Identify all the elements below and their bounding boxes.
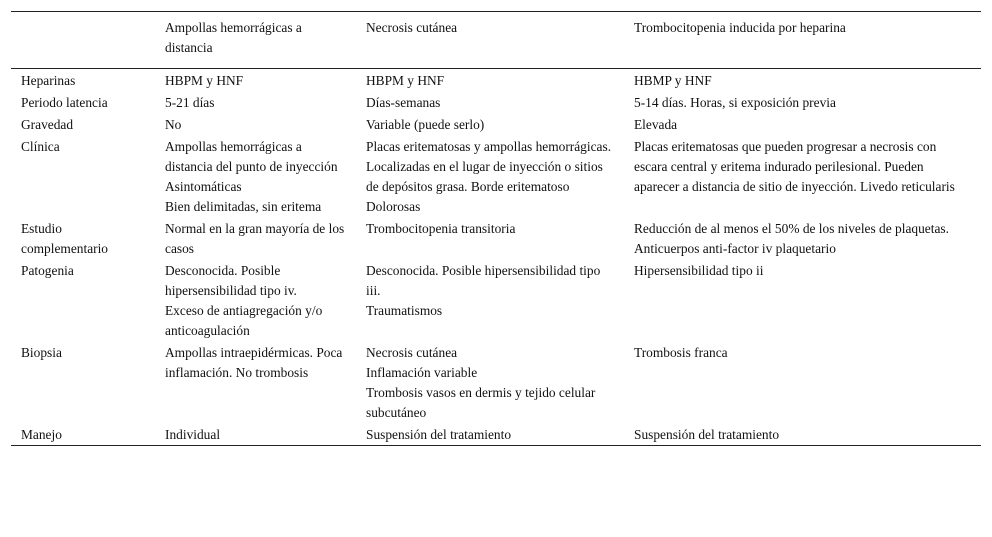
necrosis-cell: [356, 69, 624, 92]
row-label-cell: [11, 69, 155, 92]
cell-line: Anticuerpos anti-factor iv plaquetario: [634, 241, 836, 256]
comparison-table: [11, 11, 981, 446]
trombocitopenia-cell: [624, 69, 981, 92]
necrosis-cell: [356, 217, 624, 259]
cell-line: Asintomáticas: [165, 179, 242, 194]
cell-line: HBPM y HNF: [165, 73, 244, 88]
cell-line: Manejo: [21, 427, 62, 442]
cell-line: Exceso de antiagregación y/o anticoagulación: [165, 303, 323, 338]
cell-line: Desconocida. Posible hipersensibilidad tipo iv.: [165, 263, 297, 298]
cell-line: 5-21 días: [165, 95, 215, 110]
cell-line: Inflamación variable: [366, 365, 478, 380]
row-label-cell: [11, 113, 155, 135]
cell-line: Suspensión del tratamiento: [634, 427, 780, 442]
cell-line: Desconocida. Posible hipersensibilidad tipo iii.: [366, 263, 601, 298]
cell-line: Reducción de al menos el 50% de los niveles de plaquetas.: [634, 221, 949, 236]
cell-line: Hipersensibilidad tipo ii: [634, 263, 764, 278]
cell-line: Ampollas intraepidérmicas. Poca inflamación. No trombosis: [165, 345, 343, 380]
trombocitopenia-cell: [624, 113, 981, 135]
row-label-cell: [11, 217, 155, 259]
header-cell-ampollas: Ampollas hemorrágicas a distancia: [165, 20, 302, 55]
row-label-cell: [11, 423, 155, 446]
cell-line: Suspensión del tratamiento: [366, 427, 512, 442]
table-row: [11, 341, 981, 423]
table-row: [11, 259, 981, 341]
cell-line: Trombocitopenia transitoria: [366, 221, 516, 236]
cell-line: Variable (puede serlo): [366, 117, 485, 132]
cell-line: Normal en la gran mayoría de los casos: [165, 221, 345, 256]
table-row: [11, 423, 981, 446]
cell-line: No: [165, 117, 182, 132]
table-row: [11, 217, 981, 259]
cell-line: Bien delimitadas, sin eritema: [165, 199, 322, 214]
cell-line: HBMP y HNF: [634, 73, 712, 88]
cell-line: HBPM y HNF: [366, 73, 445, 88]
cell-line: Heparinas: [21, 73, 76, 88]
cell-line: Periodo latencia: [21, 95, 108, 110]
cell-line: Placas eritematosas y ampollas hemorrágicas. Localizadas en el lugar de inyección o sitios de depósitos grasa. Borde eritematoso: [366, 139, 612, 194]
necrosis-cell: [356, 135, 624, 217]
cell-line: Dolorosas: [366, 199, 421, 214]
table-row: [11, 91, 981, 113]
cell-line: Ampollas hemorrágicas a distancia del punto de inyección: [165, 139, 338, 174]
header-cell-empty: [11, 12, 155, 69]
header-cell-trombocitopenia: Trombocitopenia inducida por heparina: [634, 20, 846, 35]
cell-line: Trombosis vasos en dermis y tejido celular subcutáneo: [366, 385, 596, 420]
necrosis-cell: [356, 423, 624, 446]
cell-line: Placas eritematosas que pueden progresar a necrosis con escara central y eritema indurado perilesional. Pueden aparecer a distancia de sitio de inyección. Livedo reticularis: [634, 139, 955, 194]
trombocitopenia-cell: [624, 91, 981, 113]
cell-line: 5-14 días. Horas, si exposición previa: [634, 95, 836, 110]
cell-line: Patogenia: [21, 263, 74, 278]
row-label-cell: [11, 341, 155, 423]
cell-line: Traumatismos: [366, 303, 443, 318]
cell-line: Necrosis cutánea: [366, 345, 458, 360]
necrosis-cell: [356, 113, 624, 135]
cell-line: Estudio complementario: [21, 221, 109, 256]
cell-line: Gravedad: [21, 117, 74, 132]
cell-line: Clínica: [21, 139, 60, 154]
trombocitopenia-cell: [624, 423, 981, 446]
trombocitopenia-cell: [624, 259, 981, 341]
comparison-table-container: [11, 11, 981, 446]
table-row: [11, 69, 981, 92]
ampollas-cell: [155, 113, 356, 135]
necrosis-cell: [356, 91, 624, 113]
ampollas-cell: [155, 259, 356, 341]
ampollas-cell: [155, 217, 356, 259]
row-label-cell: [11, 259, 155, 341]
cell-line: Biopsia: [21, 345, 62, 360]
necrosis-cell: [356, 341, 624, 423]
header-row: [11, 12, 981, 69]
table-body: [11, 69, 981, 446]
header-cell-necrosis: Necrosis cutánea: [366, 20, 458, 35]
table-row: [11, 113, 981, 135]
ampollas-cell: [155, 91, 356, 113]
row-label-cell: [11, 91, 155, 113]
trombocitopenia-cell: [624, 217, 981, 259]
table-header: [11, 12, 981, 69]
cell-line: Elevada: [634, 117, 678, 132]
cell-line: Trombosis franca: [634, 345, 728, 360]
table-row: [11, 135, 981, 217]
cell-line: Días-semanas: [366, 95, 441, 110]
row-label-cell: [11, 135, 155, 217]
ampollas-cell: [155, 423, 356, 446]
trombocitopenia-cell: [624, 341, 981, 423]
ampollas-cell: [155, 341, 356, 423]
cell-line: Individual: [165, 427, 221, 442]
necrosis-cell: [356, 259, 624, 341]
trombocitopenia-cell: [624, 135, 981, 217]
ampollas-cell: [155, 135, 356, 217]
ampollas-cell: [155, 69, 356, 92]
